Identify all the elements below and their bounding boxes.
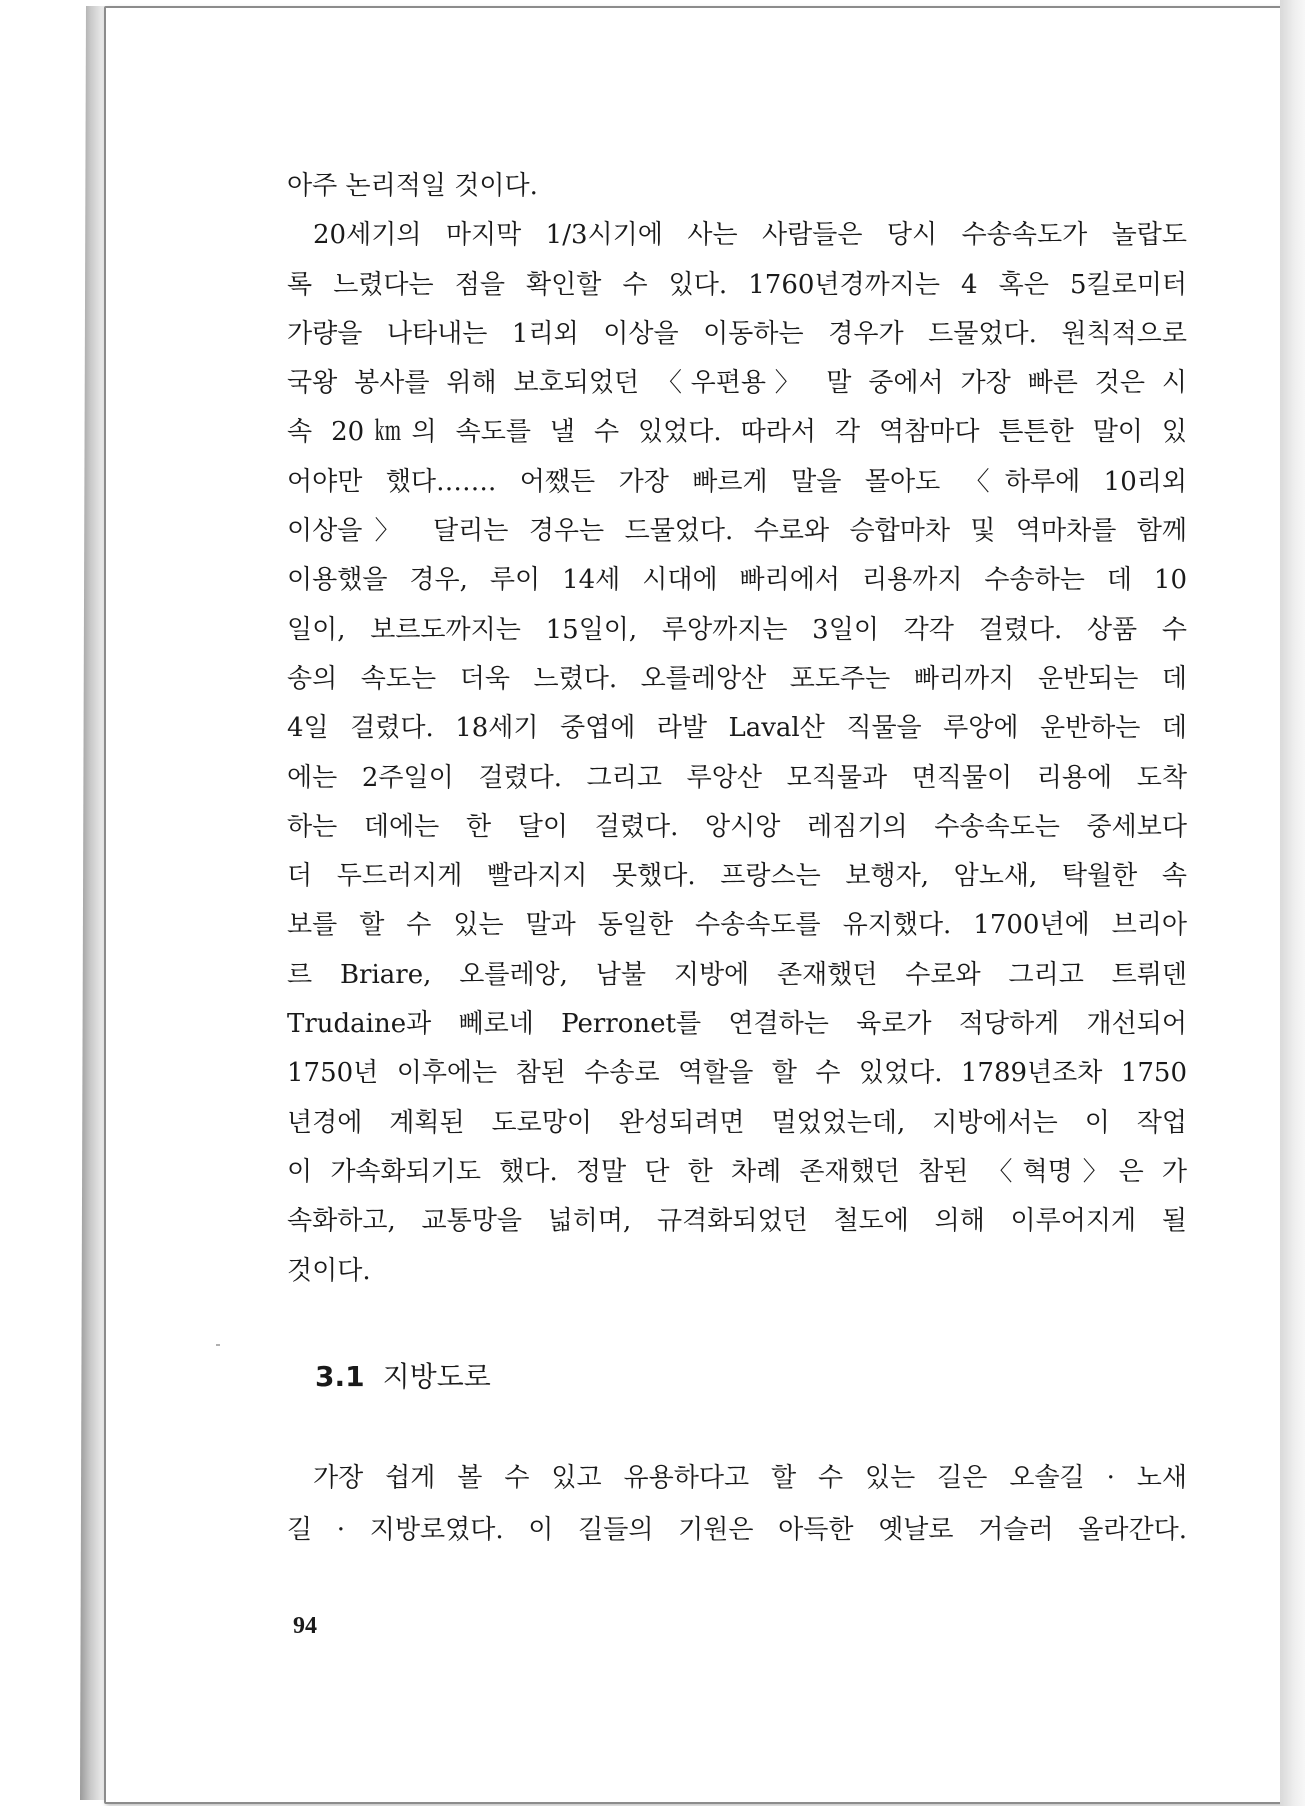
text-line: 1750년 이후에는 참된 수송로 역할을 할 수 있었다. 1789년조차 1750 [287,1058,1187,1089]
section-title: 지방도로 [382,1360,491,1393]
margin-mark [216,1344,220,1346]
text-line: 속 20㎞의 속도를 낼 수 있었다. 따라서 각 역참마다 튼튼한 말이 있 [287,417,1187,448]
facing-page-shadow [1280,0,1305,1806]
text-line: 송의 속도는 더욱 느렸다. 오를레앙산 포도주는 빠리까지 운반되는 데 [287,663,1187,694]
text-line: 가량을 나타내는 1리외 이상을 이동하는 경우가 드물었다. 원칙적으로 [287,318,1187,349]
text-line: 길 · 지방로였다. 이 길들의 기원은 아득한 옛날로 거슬러 올라간다. [287,1515,1187,1545]
text-line: 4일 걸렸다. 18세기 중엽에 라발 Laval산 직물을 루앙에 운반하는 데 [287,713,1187,744]
text-line: 가장 쉽게 볼 수 있고 유용하다고 할 수 있는 길은 오솔길 · 노새 [313,1463,1187,1493]
text-line: 국왕 봉사를 위해 보호되었던 〈우편용〉 말 중에서 가장 빠른 것은 시 [287,368,1187,399]
text-line: 것이다. [287,1255,371,1286]
text-line: 이 가속화되기도 했다. 정말 단 한 차례 존재했던 참된 〈혁명〉은 가 [287,1156,1187,1187]
text-line: 년경에 계획된 도로망이 완성되려면 멀었었는데, 지방에서는 이 작업 [287,1107,1187,1138]
section-text [287,1452,1187,1556]
section-heading [315,1352,491,1402]
text-line: Trudaine과 뻬로네 Perronet를 연결하는 육로가 적당하게 개선되어 [287,1009,1187,1040]
page-number: 94 [293,1613,317,1639]
text-line: 에는 2주일이 걸렸다. 그리고 루앙산 모직물과 면직물이 리용에 도착 [287,762,1187,793]
text-line: 이상을〉 달리는 경우는 드물었다. 수로와 승합마차 및 역마차를 함께 [287,516,1187,547]
text-line: 이용했을 경우, 루이 14세 시대에 빠리에서 리용까지 수송하는 데 10 [287,565,1187,596]
text-line: 일이, 보르도까지는 15일이, 루앙까지는 3일이 각각 걸렸다. 상품 수 [287,614,1187,645]
text-line: 어야만 했다……. 어쨌든 가장 빠르게 말을 몰아도 〈하루에 10리외 [287,466,1187,497]
text-line: 르 Briare, 오를레앙, 남불 지방에 존재했던 수로와 그리고 트뤼덴 [287,959,1187,990]
text-line: 속화하고, 교통망을 넓히며, 규격화되었던 철도에 의해 이루어지게 될 [287,1206,1187,1237]
body-text [287,162,1187,1296]
text-line: 하는 데에는 한 달이 걸렸다. 앙시앙 레짐기의 수송속도는 중세보다 [287,811,1187,842]
text-line: 20세기의 마지막 1/3시기에 사는 사람들은 당시 수송속도가 놀랍도 [313,220,1187,251]
text-line: 아주 논리적일 것이다. [287,171,538,201]
text-line: 보를 할 수 있는 말과 동일한 수송속도를 유지했다. 1700년에 브리아 [287,910,1187,941]
text-line: 더 두드러지게 빨라지지 못했다. 프랑스는 보행자, 암노새, 탁월한 속 [287,861,1187,892]
text-line: 록 느렸다는 점을 확인할 수 있다. 1760년경까지는 4 혹은 5킬로미터 [287,269,1187,300]
section-number: 3.1 [315,1360,365,1393]
